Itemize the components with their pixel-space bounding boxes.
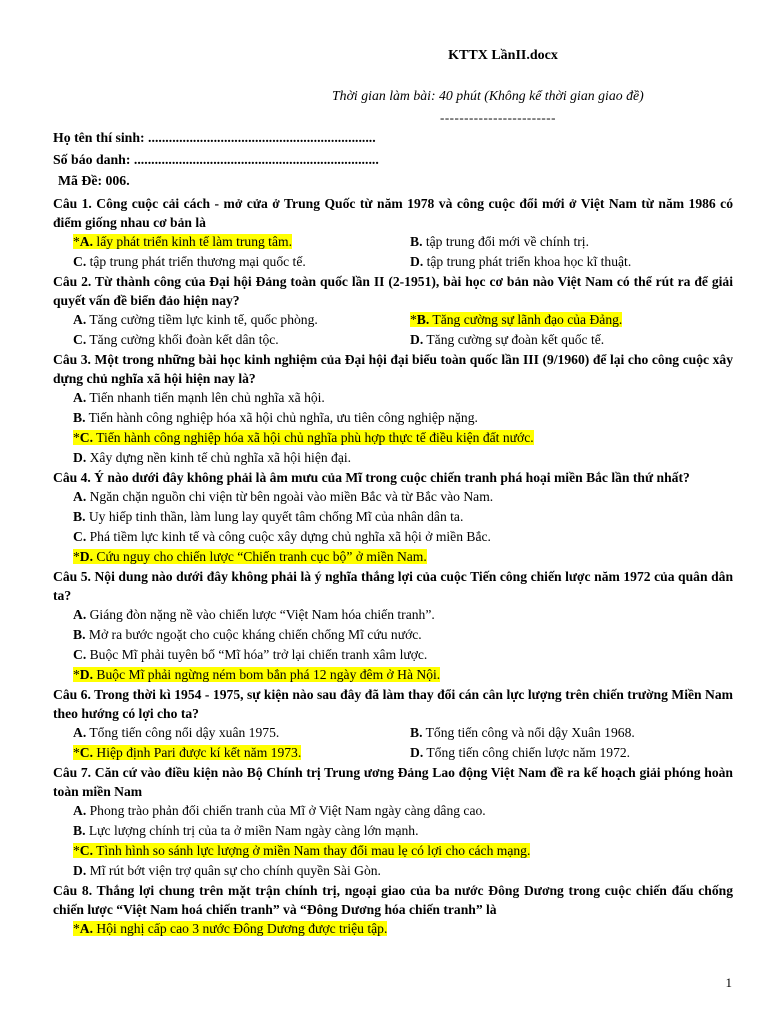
answer-text: Tổng tiến công chiến lược năm 1972. <box>423 745 631 760</box>
answer-option[interactable] <box>73 487 493 507</box>
answer-row <box>53 448 733 468</box>
answer-text: Ngăn chặn nguồn chi viện từ bên ngoài vào miền Bắc và từ Bắc vào Nam. <box>86 489 494 504</box>
answer-body <box>73 647 427 662</box>
answer-row <box>53 330 733 350</box>
answer-text: Tăng cường sự lãnh đạo của Đảng. <box>429 312 623 327</box>
answer-option[interactable] <box>410 330 604 350</box>
answer-letter: C. <box>73 254 87 269</box>
answer-body <box>73 725 279 740</box>
answer-option[interactable] <box>73 605 435 625</box>
answer-body <box>410 725 635 740</box>
answer-marker: * <box>73 667 80 682</box>
answer-body <box>73 509 463 524</box>
correct-answer-highlight <box>73 667 440 682</box>
question-text: Câu 1. Công cuộc cải cách - mở cửa ở Trung Quốc từ năm 1978 và công cuộc đổi mới ở Việt Nam từ năm 1986 có điểm giống nhau cơ bản là <box>53 196 733 230</box>
answer-text: Cứu nguy cho chiến lược “Chiến tranh cục bộ” ở miền Nam. <box>93 549 427 564</box>
answer-letter: D. <box>410 745 424 760</box>
answer-letter: D. <box>73 863 87 878</box>
exam-duration: Thời gian làm bài: 40 phút (Không kể thời gian giao đề) <box>332 88 644 103</box>
answer-letter: C. <box>79 843 94 858</box>
answer-option[interactable] <box>73 841 530 861</box>
correct-answer-highlight <box>73 843 530 858</box>
answer-letter: A. <box>79 921 94 936</box>
answer-option[interactable] <box>73 723 279 743</box>
answer-body <box>410 254 631 269</box>
answer-option[interactable] <box>73 388 325 408</box>
answer-text: Tiến hành công nghiệp hóa xã hội chủ nghĩa, ưu tiên công nghiệp nặng. <box>85 410 478 425</box>
answer-option[interactable] <box>410 743 630 763</box>
answer-text: Tình hình so sánh lực lượng ở miền Nam thay đổi mau lẹ có lợi cho cách mạng. <box>93 843 531 858</box>
question-block <box>53 763 733 881</box>
answer-letter: B. <box>73 823 86 838</box>
answer-option[interactable] <box>73 507 463 527</box>
answer-body <box>73 390 325 405</box>
answer-letter: B. <box>416 312 430 327</box>
answer-row <box>53 507 733 527</box>
answer-marker: * <box>410 312 417 327</box>
answer-option[interactable] <box>73 665 440 685</box>
answer-row <box>53 408 733 428</box>
answer-option[interactable] <box>73 625 422 645</box>
answer-row <box>53 527 733 547</box>
answer-letter: A. <box>73 489 87 504</box>
question-block <box>53 350 733 468</box>
answer-body <box>73 803 486 818</box>
answer-row <box>53 428 733 448</box>
correct-answer-highlight <box>73 234 292 249</box>
answer-body <box>73 410 478 425</box>
answer-marker: * <box>73 921 80 936</box>
question-block <box>53 567 733 685</box>
answer-text: Giáng đòn nặng nề vào chiến lược “Việt Nam hóa chiến tranh”. <box>86 607 435 622</box>
answer-letter: D. <box>410 332 424 347</box>
answer-row <box>53 547 733 567</box>
answer-row <box>53 841 733 861</box>
question-text: Câu 2. Từ thành công của Đại hội Đảng toàn quốc lần II (2-1951), bài học cơ bản nào Việt Nam có thể rút ra để giải quyết vấn đề biển đảo hiện nay? <box>53 274 733 308</box>
answer-marker: * <box>73 843 80 858</box>
answer-text: Uy hiếp tinh thần, làm lung lay quyết tâm chống Mĩ của nhân dân ta. <box>85 509 464 524</box>
answer-body <box>73 312 318 327</box>
question-block <box>53 685 733 763</box>
answer-option[interactable] <box>73 448 351 468</box>
answer-row <box>53 310 733 330</box>
answer-option[interactable] <box>73 919 387 939</box>
answer-row <box>53 821 733 841</box>
answer-row <box>53 605 733 625</box>
answer-row <box>53 665 733 685</box>
correct-answer-highlight <box>73 549 427 564</box>
answer-row <box>53 388 733 408</box>
answer-text: Xây dựng nền kinh tế chủ nghĩa xã hội hiện đại. <box>86 450 352 465</box>
answer-row <box>53 645 733 665</box>
answer-body <box>73 823 418 838</box>
answer-letter: B. <box>410 234 423 249</box>
answer-option[interactable] <box>410 723 635 743</box>
answer-text: Mở ra bước ngoặt cho cuộc kháng chiến chống Mĩ cứu nước. <box>85 627 422 642</box>
answer-letter: C. <box>73 647 87 662</box>
answer-option[interactable] <box>73 330 279 350</box>
separator-line: ------------------------ <box>440 110 556 125</box>
answer-letter: A. <box>73 390 87 405</box>
answer-option[interactable] <box>73 861 381 881</box>
answer-text: tập trung phát triển thương mại quốc tế. <box>86 254 306 269</box>
answer-text: Buộc Mĩ phải ngừng ném bom bắn phá 12 ngày đêm ở Hà Nội. <box>93 667 441 682</box>
question-text: Câu 8. Thắng lợi chung trên mặt trận chính trị, ngoại giao của ba nước Đông Dương trong cuộc chiến đấu chống chiến lược “Việt Nam hoá chiến tranh” và “Đông Dương hóa chiến tranh” là <box>53 883 733 917</box>
answer-text: Phong trào phản đối chiến tranh của Mĩ ở Việt Nam ngày càng dâng cao. <box>86 803 486 818</box>
answer-text: lấy phát triển kinh tế làm trung tâm. <box>93 234 292 249</box>
answer-letter: A. <box>73 725 87 740</box>
answer-letter: A. <box>73 607 87 622</box>
answer-text: Tiến hành công nghiệp hóa xã hội chủ nghĩa phù hợp thực tế điều kiện đất nước. <box>93 430 534 445</box>
answer-row <box>53 743 733 763</box>
answer-body <box>73 529 491 544</box>
answer-letter: A. <box>79 234 94 249</box>
correct-answer-highlight <box>73 745 301 760</box>
answer-body <box>410 332 604 347</box>
answer-option[interactable] <box>73 408 478 428</box>
answer-text: Hội nghị cấp cao 3 nước Đông Dương được triệu tập. <box>93 921 388 936</box>
exam-code: Mã Đề: 006. <box>58 173 130 188</box>
answer-body <box>73 607 435 622</box>
answer-text: Tổng tiến công nổi dậy xuân 1975. <box>86 725 280 740</box>
answer-letter: D. <box>79 549 94 564</box>
question-list <box>53 194 733 939</box>
page-number: 1 <box>725 975 732 990</box>
answer-body <box>73 489 493 504</box>
answer-text: Hiệp định Pari được kí kết năm 1973. <box>93 745 302 760</box>
question-text: Câu 4. Ý nào dưới đây không phải là âm mưu của Mĩ trong cuộc chiến tranh phá hoại miền Bắc lần thứ nhất? <box>53 470 690 485</box>
answer-text: Tiến nhanh tiến mạnh lên chủ nghĩa xã hội. <box>86 390 325 405</box>
answer-body <box>410 745 630 760</box>
answer-row <box>53 723 733 743</box>
answer-letter: A. <box>73 803 87 818</box>
answer-letter: C. <box>79 745 94 760</box>
answer-row <box>53 801 733 821</box>
answer-letter: B. <box>73 410 86 425</box>
answer-row <box>53 919 733 939</box>
answer-body <box>410 234 589 249</box>
answer-option[interactable] <box>73 821 418 841</box>
answer-body <box>73 450 351 465</box>
correct-answer-highlight <box>73 430 534 445</box>
answer-option[interactable] <box>410 252 631 272</box>
question-block <box>53 194 733 272</box>
answer-letter: B. <box>73 627 86 642</box>
answer-option[interactable] <box>410 310 622 330</box>
answer-text: Tổng tiến công và nổi dậy Xuân 1968. <box>422 725 635 740</box>
question-text: Câu 5. Nội dung nào dưới đây không phải là ý nghĩa thắng lợi của cuộc Tiến công chiến lược năm 1972 của quân dân ta? <box>53 569 733 603</box>
answer-option[interactable] <box>73 252 306 272</box>
answer-option[interactable] <box>73 743 301 763</box>
answer-row <box>53 487 733 507</box>
answer-marker: * <box>73 430 80 445</box>
answer-text: Mĩ rút bớt viện trợ quân sự cho chính quyền Sài Gòn. <box>86 863 381 878</box>
answer-text: Tăng cường tiềm lực kinh tế, quốc phòng. <box>86 312 318 327</box>
answer-marker: * <box>73 234 80 249</box>
question-text: Câu 6. Trong thời kì 1954 - 1975, sự kiện nào sau đây đã làm thay đổi cán cân lực lượng trên chiến trường Miền Nam theo hướng có lợi cho ta? <box>53 687 733 721</box>
answer-text: tập trung phát triển khoa học kĩ thuật. <box>423 254 632 269</box>
answer-option[interactable] <box>73 645 427 665</box>
answer-option[interactable] <box>73 527 491 547</box>
answer-letter: B. <box>410 725 423 740</box>
document-title: KTTX LầnII.docx <box>448 48 558 63</box>
answer-option[interactable] <box>73 232 292 252</box>
answer-option[interactable] <box>73 428 534 448</box>
question-text: Câu 3. Một trong những bài học kinh nghiệm của Đại hội đại biểu toàn quốc lần III (9/1960) để lại cho công cuộc xây dựng chủ nghĩa xã hội hiện nay là? <box>53 352 733 386</box>
answer-body <box>73 332 279 347</box>
question-block <box>53 468 733 567</box>
answer-row <box>53 625 733 645</box>
answer-option[interactable] <box>73 547 427 567</box>
answer-letter: C. <box>73 332 87 347</box>
answer-row <box>53 252 733 272</box>
correct-answer-highlight <box>410 312 622 327</box>
answer-text: Phá tiềm lực kinh tế và công cuộc xây dựng chủ nghĩa xã hội ở miền Bắc. <box>86 529 491 544</box>
question-block <box>53 272 733 350</box>
answer-letter: D. <box>79 667 94 682</box>
answer-row <box>53 861 733 881</box>
answer-text: Tăng cường sự đoàn kết quốc tế. <box>423 332 605 347</box>
answer-option[interactable] <box>73 310 318 330</box>
answer-text: Tăng cường khối đoàn kết dân tộc. <box>86 332 279 347</box>
answer-option[interactable] <box>73 801 486 821</box>
answer-body <box>73 254 306 269</box>
answer-option[interactable] <box>410 232 589 252</box>
answer-letter: A. <box>73 312 87 327</box>
answer-text: Buộc Mĩ phải tuyên bố “Mĩ hóa” trở lại chiến tranh xâm lược. <box>86 647 428 662</box>
answer-marker: * <box>73 549 80 564</box>
question-block <box>53 881 733 939</box>
question-text: Câu 7. Căn cứ vào điều kiện nào Bộ Chính trị Trung ương Đảng Lao động Việt Nam đề ra kế hoạch giải phóng hoàn toàn miền Nam <box>53 765 733 799</box>
answer-body <box>73 863 381 878</box>
answer-row <box>53 232 733 252</box>
answer-marker: * <box>73 745 80 760</box>
answer-letter: D. <box>410 254 424 269</box>
answer-letter: C. <box>73 529 87 544</box>
answer-letter: B. <box>73 509 86 524</box>
answer-letter: C. <box>79 430 94 445</box>
answer-text: Lực lượng chính trị của ta ở miền Nam ngày càng lớn mạnh. <box>85 823 419 838</box>
answer-text: tập trung đổi mới về chính trị. <box>422 234 589 249</box>
answer-body <box>73 627 422 642</box>
correct-answer-highlight <box>73 921 387 936</box>
answer-letter: D. <box>73 450 87 465</box>
candidate-name-line: Họ tên thí sinh: .................................................................. <box>53 130 376 145</box>
candidate-number-line: Số báo danh: ....................................................................... <box>53 152 379 167</box>
